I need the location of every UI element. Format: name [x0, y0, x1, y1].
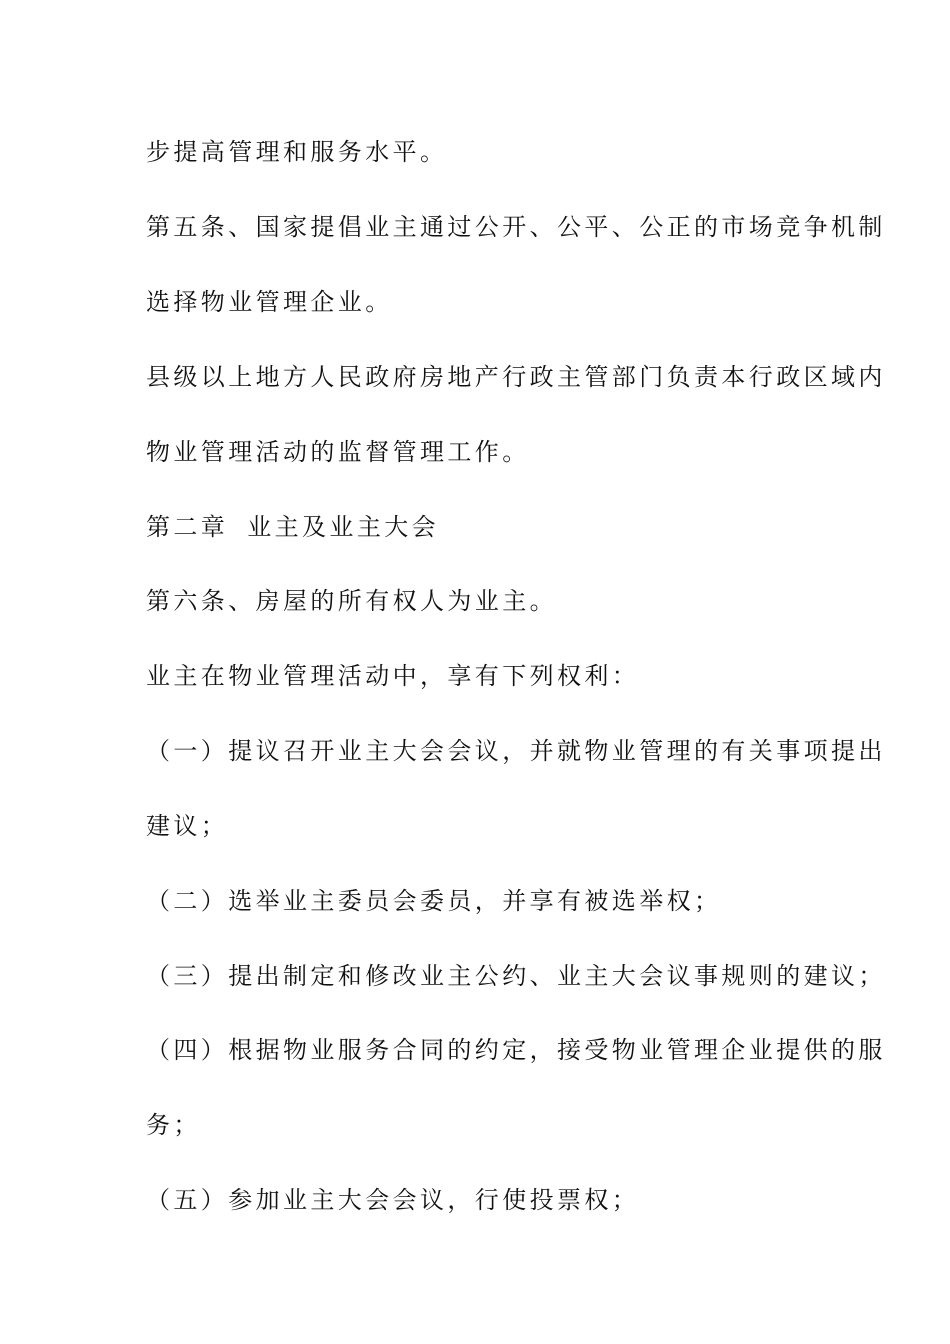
list-item: （四）根据物业服务合同的约定，接受物业管理企业提供的服 — [146, 1036, 886, 1064]
text-line: 第五条、国家提倡业主通过公开、公平、公正的市场竞争机制 — [146, 213, 886, 241]
list-item: （五）参加业主大会会议，行使投票权； — [146, 1186, 640, 1214]
text-line: 县级以上地方人民政府房地产行政主管部门负责本行政区域内 — [146, 363, 886, 391]
chapter-heading: 第二章 业主及业主大会 — [146, 513, 440, 541]
text-line: 物业管理活动的监督管理工作。 — [146, 438, 530, 466]
text-line: 业主在物业管理活动中，享有下列权利： — [146, 662, 640, 690]
text-line: 第六条、房屋的所有权人为业主。 — [146, 587, 557, 615]
list-item: （一）提议召开业主大会会议，并就物业管理的有关事项提出 — [146, 737, 886, 765]
list-item: （二）选举业主委员会委员，并享有被选举权； — [146, 887, 722, 915]
list-item: （三）提出制定和修改业主公约、业主大会议事规则的建议； — [146, 962, 886, 990]
text-line: 选择物业管理企业。 — [146, 288, 393, 316]
text-line: 建议； — [146, 812, 229, 840]
text-line: 步提高管理和服务水平。 — [146, 138, 448, 166]
text-line: 务； — [146, 1111, 201, 1139]
